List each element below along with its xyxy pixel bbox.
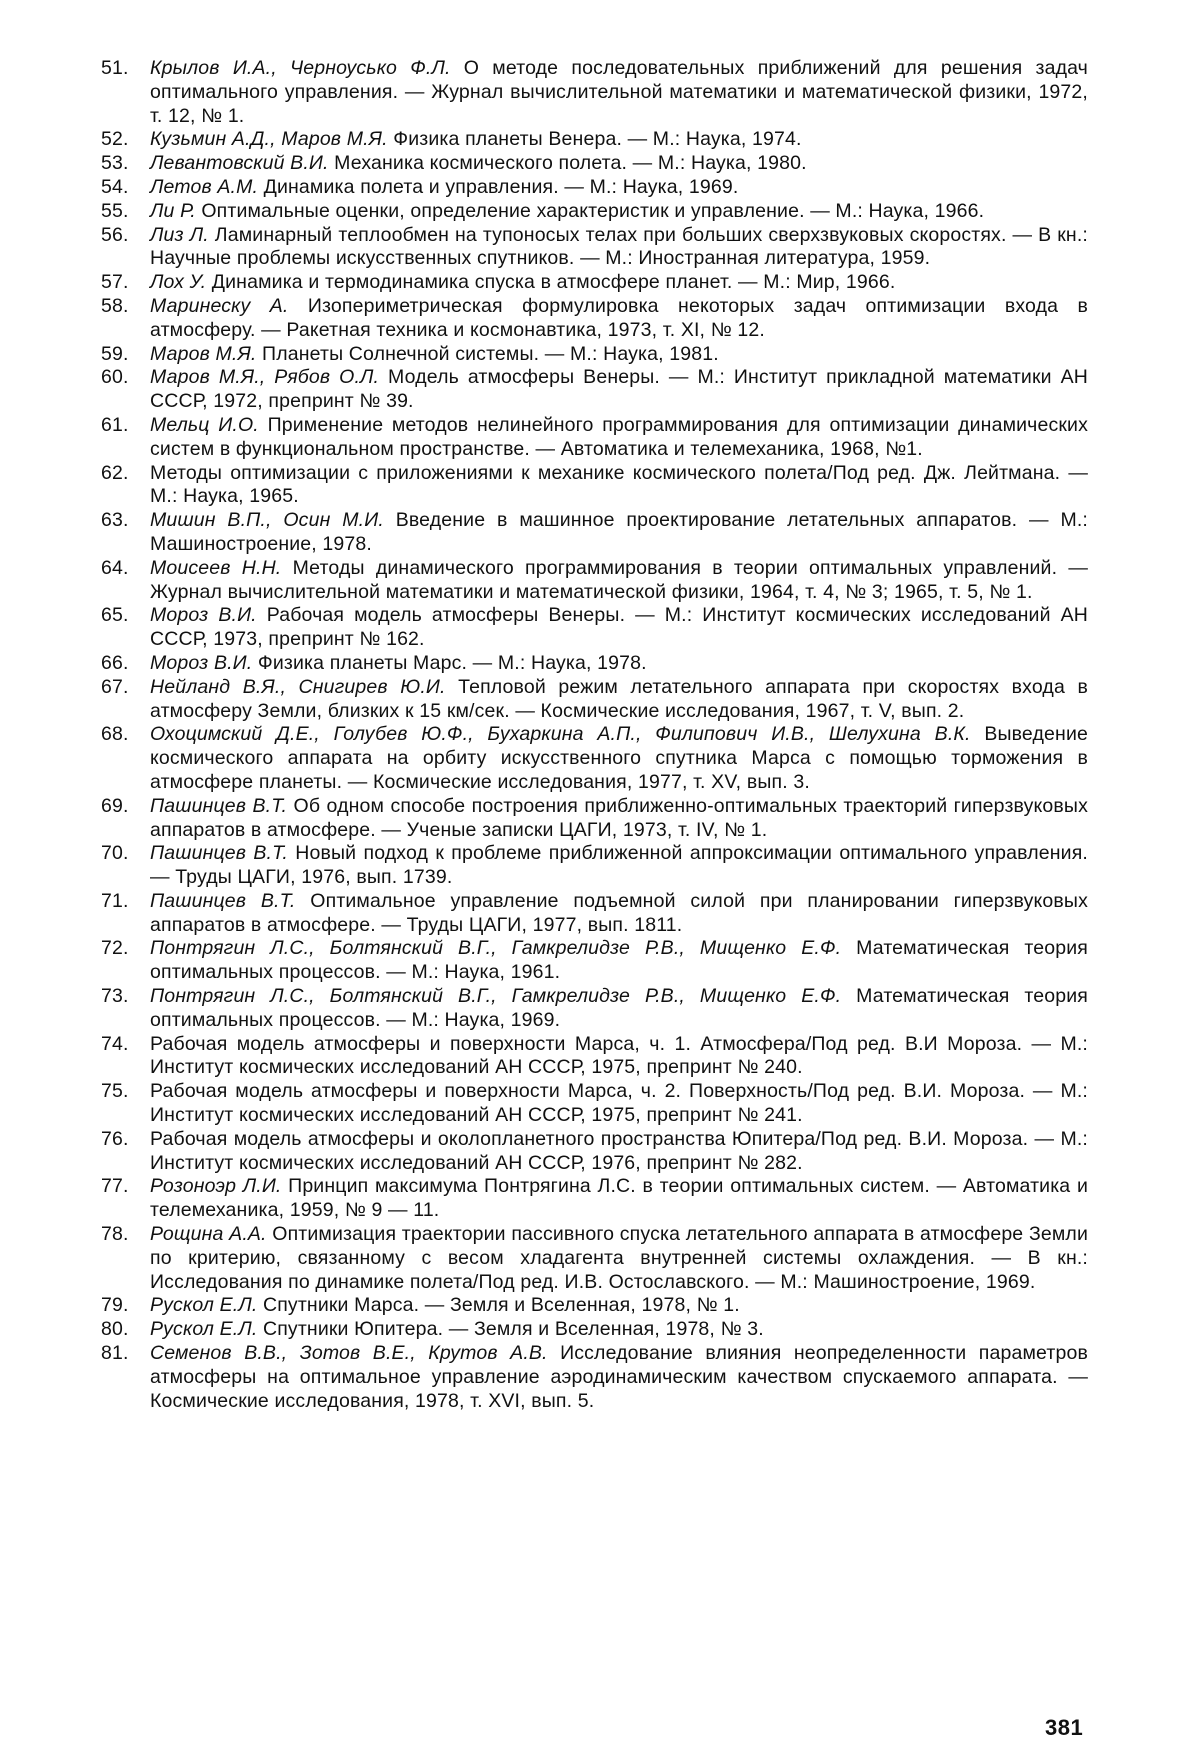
reference-entry [101,152,1088,176]
reference-entry [101,604,1088,652]
reference-text: Новый подход к проблеме приближенной аппроксимации оптимального управления. — Труды ЦАГИ, 1976, вып. 1739. [150,842,1088,889]
reference-authors: Пашинцев В.Т. [150,842,288,865]
reference-authors: Маров М.Я. [150,342,257,365]
reference-authors: Ли Р. [150,199,196,222]
reference-entry [101,461,1088,510]
reference-authors: Мороз В.И. [150,651,253,674]
reference-text: Спутники Юпитера. — Земля и Вселенная, 1978, № 3. [257,1318,764,1341]
reference-entry [101,271,1088,295]
reference-number: 71. [101,889,129,912]
reference-entry [101,175,1088,200]
reference-entry [101,985,1088,1033]
reference-text: Динамика и термодинамика спуска в атмосфере планет. — М.: Мир, 1966. [206,271,896,294]
reference-entry [101,1318,1088,1342]
reference-number: 61. [101,413,129,436]
reference-text: Методы динамического программирования в теории оптимальных управлений. — Журнал вычислительной математики и математической физики, 1964, т. 4, № 3; 1965, т. 5, № 1. [150,556,1088,603]
reference-entry [101,509,1088,557]
reference-authors: Рускол Е.Л. [150,1294,258,1317]
reference-number: 79. [101,1294,129,1317]
reference-entry [101,675,1088,724]
reference-number: 74. [101,1032,129,1055]
reference-text: Механика космического полета. — М.: Наука, 1980. [328,152,807,175]
reference-list [0,57,1200,1413]
reference-authors: Пашинцев В.Т. [150,889,296,912]
reference-text: Введение в машинное проектирование летательных аппаратов. — М.: Машиностроение, 1978. [150,509,1088,555]
reference-authors: Мишин В.П., Осин М.И. [150,509,384,532]
reference-text: Динамика полета и управления. — М.: Наука, 1969. [258,175,739,198]
reference-text: Модель атмосферы Венеры. — М.: Институт прикладной математики АН СССР, 1972, препринт № 39. [150,366,1088,413]
reference-entry [101,842,1088,890]
reference-number: 65. [101,604,129,627]
reference-number: 53. [101,152,129,175]
reference-number: 64. [101,556,129,579]
reference-authors: Охоцимский Д.Е., Голубев Ю.Ф., Бухаркина А.П., Филипович И.В., Шелухина В.К. [150,723,971,746]
reference-entry [101,128,1088,152]
reference-entry [101,294,1088,343]
reference-text: Физика планеты Марс. — М.: Наука, 1978. [252,651,647,674]
reference-text: Выведение космического аппарата на орбиту искусственного спутника Марса с помощью торможения в атмосфере планеты. — Космические исследования, 1977, т. XV, вып. 3. [150,723,1088,793]
page-number: 381 [1045,1715,1084,1740]
reference-authors: Рощина А.А. [150,1223,267,1246]
reference-entry [101,1175,1088,1223]
reference-entry [101,1080,1088,1128]
reference-authors: Лиз Л. [150,223,209,246]
reference-number: 52. [101,128,129,151]
reference-number: 63. [101,509,129,532]
reference-text: Оптимальное управление подъемной силой при планировании гиперзвуковых аппаратов в атмосфере. — Труды ЦАГИ, 1977, вып. 1811. [150,889,1088,936]
reference-entry [101,1342,1088,1413]
reference-entry [101,1127,1088,1176]
reference-entry [101,57,1088,128]
reference-authors: Рускол Е.Л. [150,1318,258,1341]
reference-number: 67. [101,675,129,698]
reference-authors: Понтрягин Л.С., Болтянский В.Г., Гамкрелидзе Р.В., Мищенко Е.Ф. [150,985,842,1008]
reference-number: 77. [101,1175,129,1198]
reference-number: 70. [101,842,129,865]
reference-number: 81. [101,1342,129,1365]
reference-authors: Понтрягин Л.С., Болтянский В.Г., Гамкрелидзе Р.В., Мищенко Е.Ф. [150,937,842,960]
reference-entry [101,556,1088,605]
reference-text: Принцип максимума Понтрягина Л.С. в теории оптимальных систем. — Автоматика и телемеханика, 1959, № 9 — 11. [150,1175,1088,1222]
reference-text: Об одном способе построения приближенно-оптимальных траекторий гиперзвуковых аппаратов в атмосфере. — Ученые записки ЦАГИ, 1973, т. IV, № 1. [150,794,1088,841]
reference-text: Рабочая модель атмосферы и поверхности Марса, ч. 1. Атмосфера/Под ред. В.И Мороза. — М.: Институт космических исследований АН СССР, 1975, препринт № 240. [150,1032,1088,1079]
reference-number: 78. [101,1223,129,1246]
reference-number: 60. [101,366,129,389]
reference-entry [101,723,1088,794]
reference-authors: Пашинцев В.Т. [150,794,288,817]
reference-authors: Левантовский В.И. [150,152,329,175]
reference-authors: Семенов В.В., Зотов В.Е., Крутов А.В. [150,1342,548,1365]
reference-number: 58. [101,294,129,317]
reference-text: Изопериметрическая формулировка некоторых задач оптимизации входа в атмосферу. — Ракетная техника и космонавтика, 1973, т. XI, № 12. [150,294,1088,341]
reference-authors: Летов А.М. [150,175,259,198]
reference-text: Рабочая модель атмосферы и околопланетного пространства Юпитера/Под ред. В.И. Мороза. — М.: Институт космических исследований АН СССР, 1976, препринт № 282. [150,1127,1088,1174]
reference-entry [101,199,1088,224]
reference-number: 68. [101,723,129,746]
reference-number: 57. [101,271,129,294]
reference-text: Спутники Марса. — Земля и Вселенная, 1978, № 1. [257,1294,740,1317]
reference-number: 51. [101,57,129,79]
reference-number: 59. [101,342,129,365]
reference-number: 54. [101,175,129,198]
reference-authors: Маринеску А. [150,294,289,317]
reference-number: 75. [101,1080,129,1103]
reference-text: Тепловой режим летательного аппарата при скоростях входа в атмосферу Земли, близких к 15 км/сек. — Космические исследования, 1967, т. V, вып. 2. [150,675,1088,722]
reference-entry [101,223,1088,272]
reference-text: Оптимальные оценки, определение характеристик и управление. — М.: Наука, 1966. [195,199,985,222]
reference-authors: Лох У. [150,271,207,294]
reference-text: Физика планеты Венера. — М.: Наука, 1974. [387,128,802,151]
reference-text: Ламинарный теплообмен на тупоносых телах при больших сверхзвуковых скоростях. — В кн.: Научные проблемы искусственных спутников. — М.: Иностранная литература, 1959. [150,223,1088,270]
reference-text: Исследование влияния неопределенности параметров атмосферы на оптимальное управление аэродинамическим качеством спускаемого аппарата. — Космические исследования, 1978, т. XVI, вып. 5. [150,1342,1088,1412]
reference-number: 73. [101,985,129,1008]
reference-text: Оптимизация траектории пассивного спуска летательного аппарата в атмосфере Земли по критерию, связанному с весом хладагента внутренней системы охлаждения. — В кн.: Исследования по динамике полета/Под ред. И.В. Остославского. — М.: Машиностроение, 1969. [150,1223,1088,1293]
reference-authors: Крылов И.А., Черноусько Ф.Л. [150,57,451,79]
reference-number: 56. [101,223,129,246]
reference-text: Методы оптимизации с приложениями к механике космического полета/Под ред. Дж. Лейтмана. — М.: Наука, 1965. [150,461,1088,508]
reference-authors: Мороз В.И. [150,604,257,627]
reference-entry [101,342,1088,367]
reference-number: 69. [101,794,129,817]
reference-entry [101,794,1088,843]
reference-entry [101,1223,1088,1294]
reference-text: Планеты Солнечной системы. — М.: Наука, 1981. [256,342,719,365]
reference-number: 66. [101,651,129,674]
reference-entry [101,413,1088,462]
reference-number: 55. [101,199,129,222]
reference-entry [101,651,1088,676]
reference-authors: Мельц И.О. [150,413,259,436]
reference-authors: Нейланд В.Я., Снигирев Ю.И. [150,675,446,698]
reference-number: 76. [101,1127,129,1150]
reference-entry [101,1294,1088,1318]
reference-text: Математическая теория оптимальных процессов. — М.: Наука, 1969. [150,985,1088,1031]
reference-entry [101,937,1088,985]
reference-text: Применение методов нелинейного программирования для оптимизации динамических систем в функциональном пространстве. — Автоматика и телемеханика, 1968, №1. [150,413,1088,460]
reference-text: О методе последовательных приближений для решения задач оптимального управления. — Журнал вычислительной математики и математической физики, 1972, т. 12, № 1. [150,57,1088,127]
reference-authors: Розоноэр Л.И. [150,1175,282,1198]
reference-number: 72. [101,937,129,960]
reference-entry [101,889,1088,938]
reference-text: Рабочая модель атмосферы Венеры. — М.: Институт космических исследований АН СССР, 1973, препринт № 162. [150,604,1088,651]
reference-number: 62. [101,461,129,484]
reference-number: 80. [101,1318,129,1341]
reference-authors: Кузьмин А.Д., Маров М.Я. [150,128,388,151]
reference-entry [101,366,1088,414]
reference-authors: Маров М.Я., Рябов О.Л. [150,366,380,389]
reference-authors: Моисеев Н.Н. [150,556,282,579]
reference-text: Математическая теория оптимальных процессов. — М.: Наука, 1961. [150,937,1088,984]
reference-text: Рабочая модель атмосферы и поверхности Марса, ч. 2. Поверхность/Под ред. В.И. Мороза. — М.: Институт космических исследований АН СССР, 1975, препринт № 241. [150,1080,1088,1127]
reference-entry [101,1032,1088,1081]
